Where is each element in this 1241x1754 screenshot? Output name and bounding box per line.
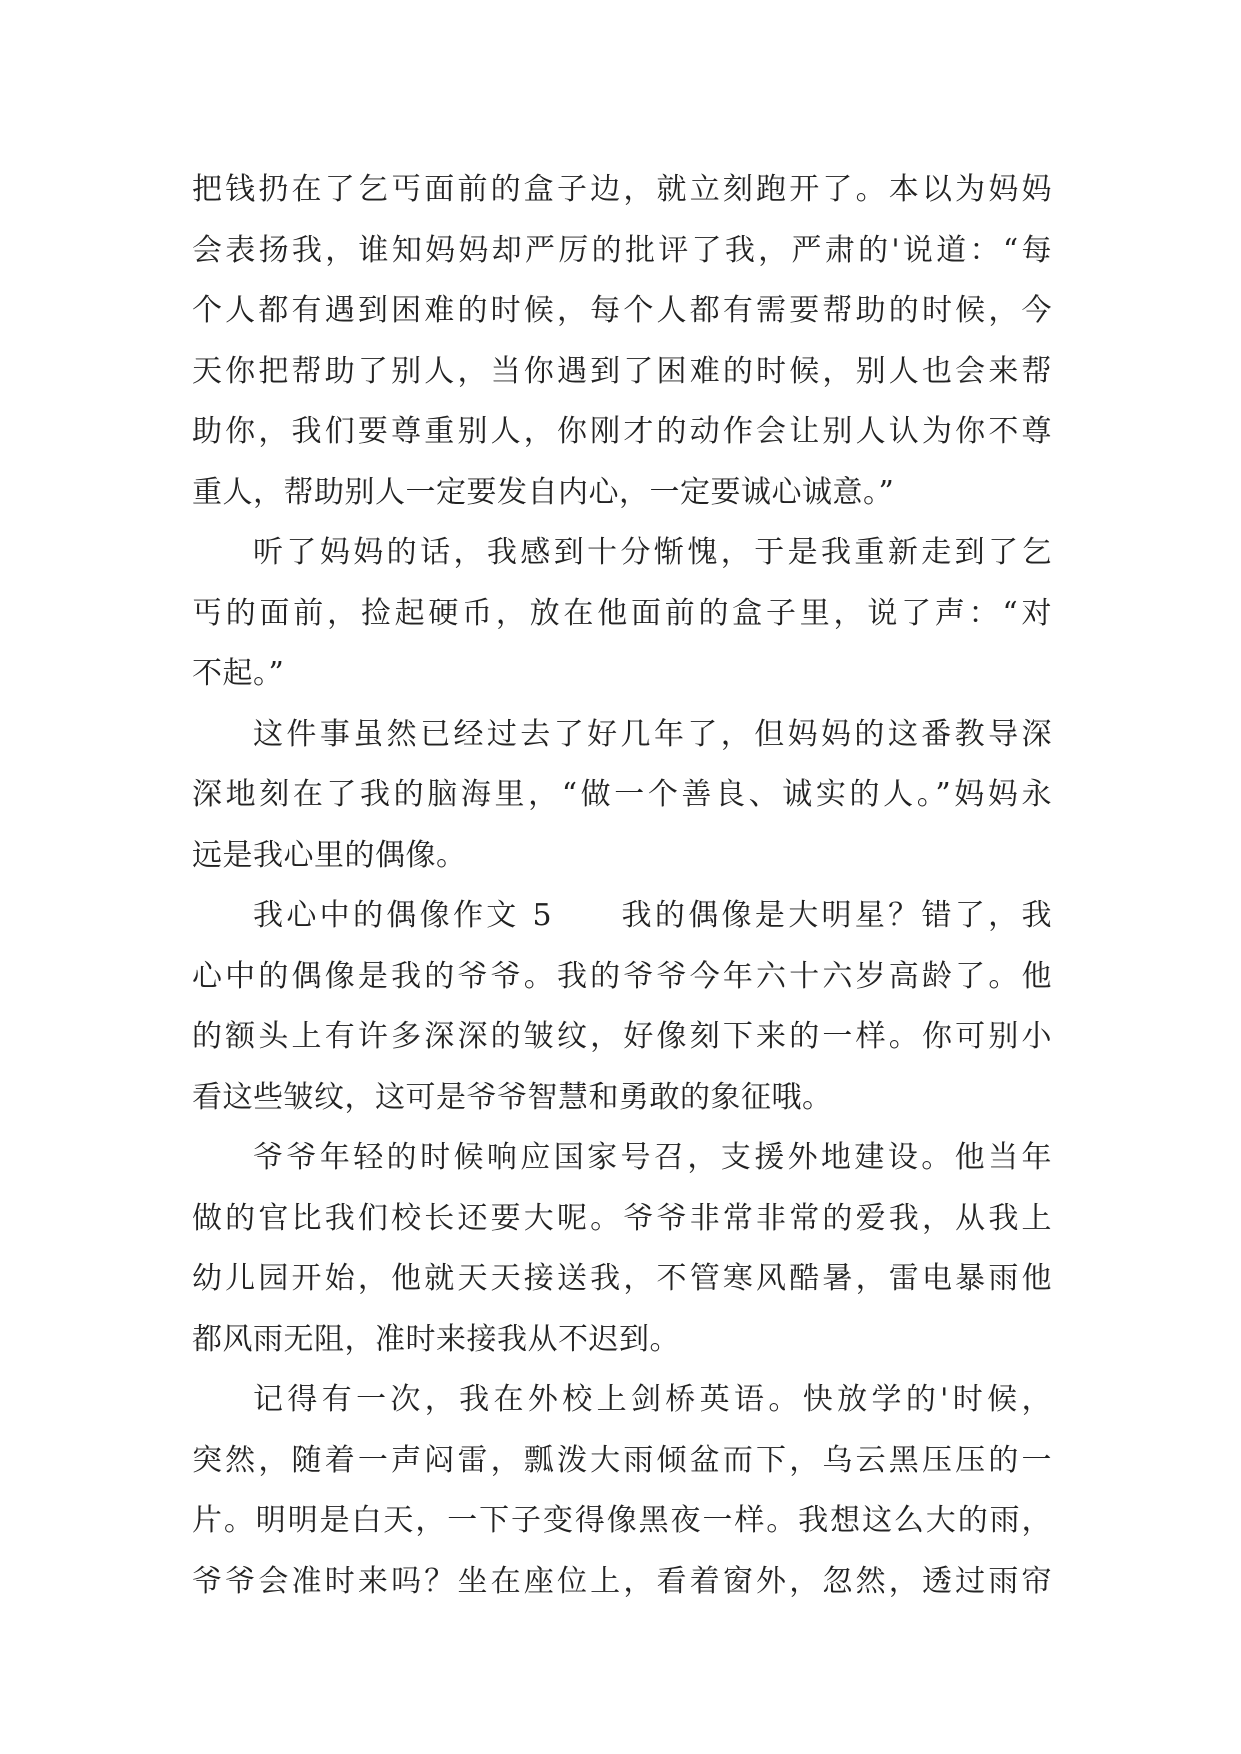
text-line: 幼儿园开始，他就天天接送我，不管寒风酷暑，雷电暴雨他 <box>192 1261 1052 1296</box>
text-line: 的额头上有许多深深的皱纹，好像刻下来的一样。你可别小 <box>192 1019 1052 1054</box>
text-line: 听了妈妈的话，我感到十分惭愧，于是我重新走到了乞 <box>253 535 1052 570</box>
text-line: 重人，帮助别人一定要发自内心，一定要诚心诚意。” <box>192 474 895 510</box>
text-line: 突然，随着一声闷雷，瓢泼大雨倾盆而下，乌云黑压压的一 <box>192 1442 1052 1478</box>
text-line: 记得有一次，我在外校上剑桥英语。快放学的'时候， <box>253 1382 1052 1417</box>
text-line: 这件事虽然已经过去了好几年了，但妈妈的这番教导深 <box>253 716 1052 752</box>
text-line: 看这些皱纹，这可是爷爷智慧和勇敢的象征哦。 <box>192 1079 833 1115</box>
body-text <box>192 160 1052 1612</box>
text-line: 深地刻在了我的脑海里，“做一个善良、诚实的人。”妈妈永 <box>192 777 1052 812</box>
text-line: 片。明明是白天，一下子变得像黑夜一样。我想这么大的雨， <box>192 1503 1052 1538</box>
text-line: 我心中的偶像作文 5 我的偶像是大明星？错了，我 <box>253 898 1052 933</box>
text-line: 远是我心里的偶像。 <box>192 837 467 873</box>
text-line: 天你把帮助了别人，当你遇到了困难的时候，别人也会来帮 <box>192 353 1052 389</box>
text-line: 不起。” <box>192 656 285 691</box>
text-line: 会表扬我，谁知妈妈却严厉的批评了我，严肃的'说道：“每 <box>192 232 1052 268</box>
text-line: 个人都有遇到困难的时候，每个人都有需要帮助的时候，今 <box>192 293 1052 328</box>
text-line: 心中的偶像是我的爷爷。我的爷爷今年六十六岁高龄了。他 <box>192 958 1052 994</box>
text-line: 把钱扔在了乞丐面前的盒子边，就立刻跑开了。本以为妈妈 <box>192 172 1052 207</box>
text-line: 爷爷会准时来吗？坐在座位上，看着窗外，忽然，透过雨帘 <box>192 1563 1052 1599</box>
text-line: 丐的面前，捡起硬币，放在他面前的盒子里，说了声：“对 <box>192 595 1052 631</box>
text-line: 爷爷年轻的时候响应国家号召，支援外地建设。他当年 <box>253 1140 1052 1175</box>
text-line: 都风雨无阻，准时来接我从不迟到。 <box>192 1321 680 1357</box>
text-line: 做的官比我们校长还要大呢。爷爷非常非常的爱我，从我上 <box>192 1200 1052 1236</box>
text-line: 助你，我们要尊重别人，你刚才的动作会让别人认为你不尊 <box>192 414 1052 449</box>
